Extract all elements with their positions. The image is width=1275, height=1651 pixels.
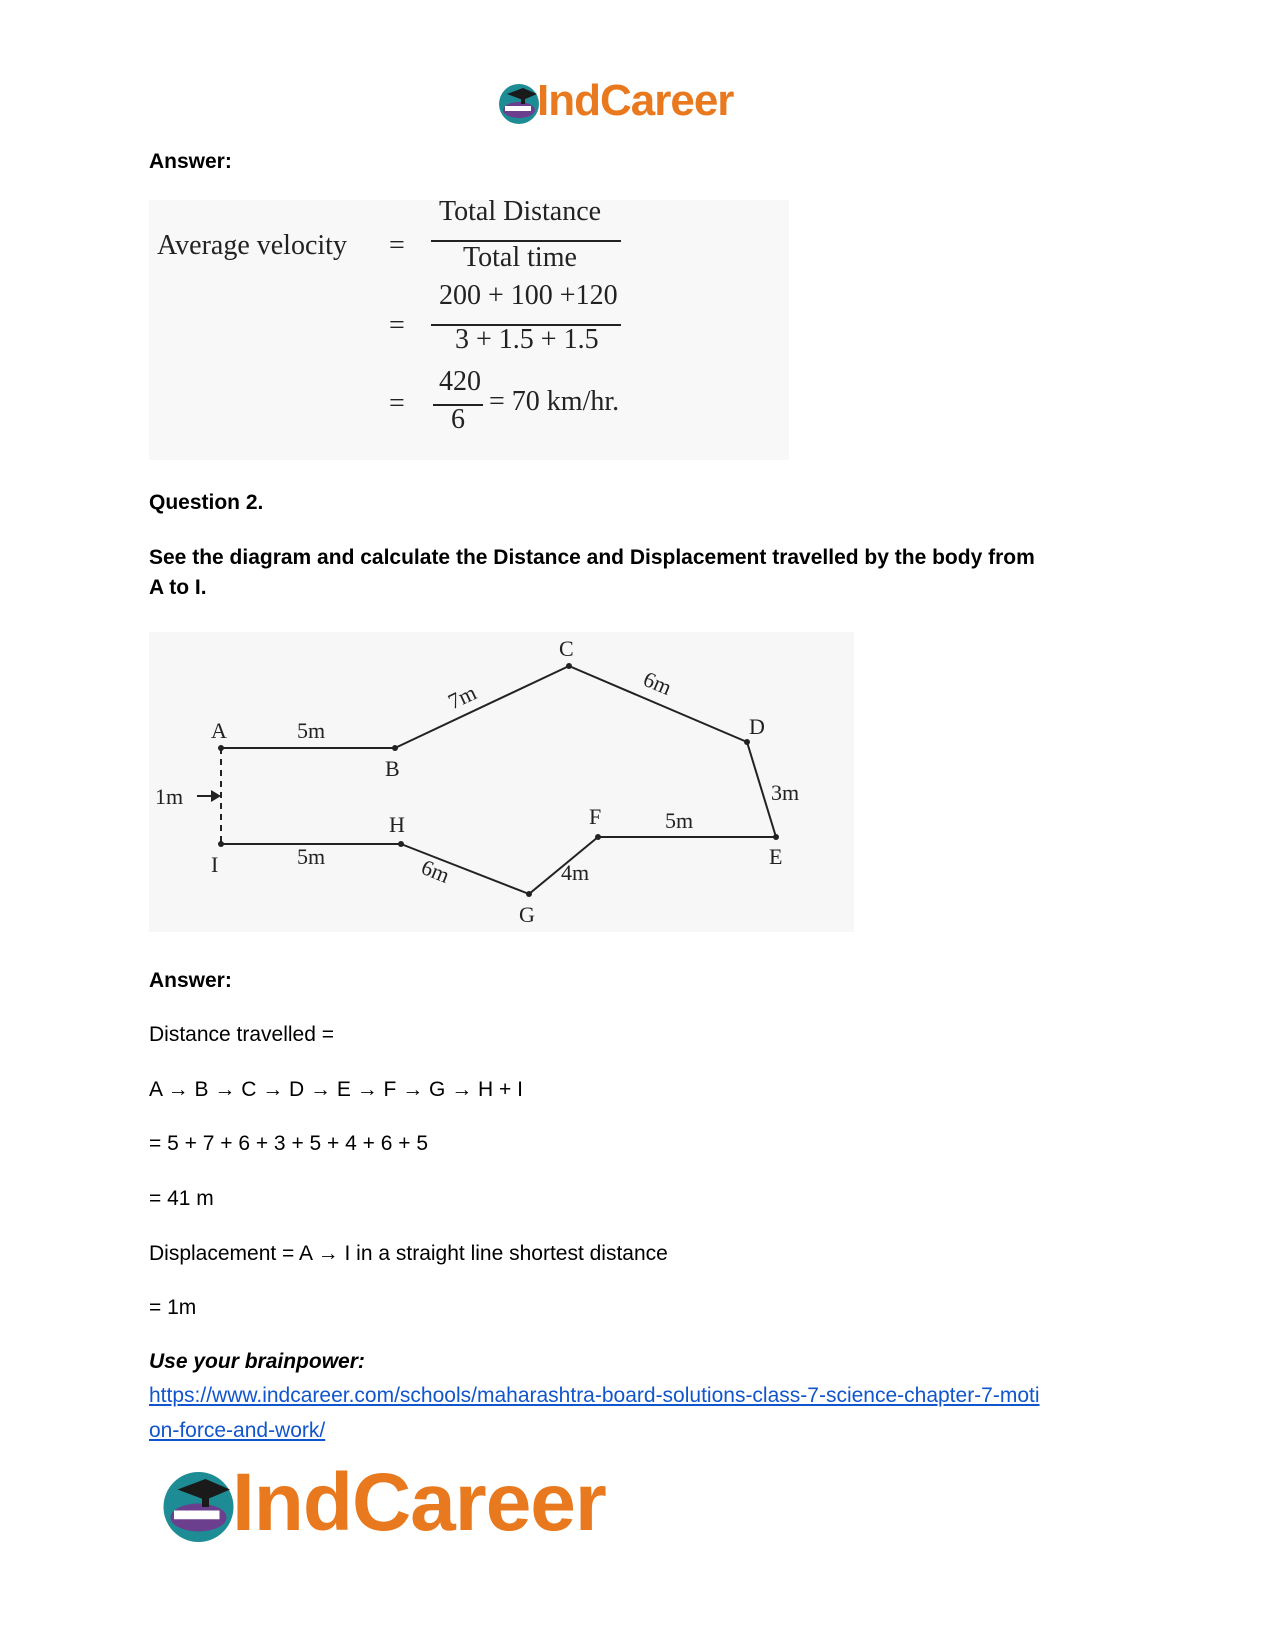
point-a: A xyxy=(211,718,227,743)
formula-den-2: 3 + 1.5 + 1.5 xyxy=(455,324,599,355)
label-ab: 5m xyxy=(297,718,326,743)
point-i: I xyxy=(211,852,219,877)
formula-num-3: 420 xyxy=(439,366,481,397)
question-2-text-1: See the diagram and calculate the Distance and Displacement travelled by the body from xyxy=(149,546,1035,569)
answer-line-4: = 41 m xyxy=(149,1187,214,1210)
point-f: F xyxy=(589,804,602,829)
footer-logo-text: IndCareer xyxy=(232,1457,606,1548)
point-d: D xyxy=(749,714,765,739)
arrow-icon xyxy=(197,790,221,802)
brainpower-heading: Use your brainpower: xyxy=(149,1350,365,1373)
label-fg: 4m xyxy=(561,860,590,885)
question-2-label: Question 2. xyxy=(149,491,264,514)
point-g: G xyxy=(519,902,535,927)
formula-eq-2: = xyxy=(389,310,405,341)
answer-line-6: = 1m xyxy=(149,1296,197,1319)
answer-line-1: Distance travelled = xyxy=(149,1023,335,1046)
average-velocity-formula xyxy=(149,196,789,460)
segment-bc xyxy=(395,666,569,748)
path-diagram-svg xyxy=(149,632,854,932)
label-bc: 7m xyxy=(444,679,481,715)
header-logo-text: IndCareer xyxy=(537,76,734,125)
answer-line-3: = 5 + 7 + 6 + 3 + 5 + 4 + 6 + 5 xyxy=(149,1132,429,1155)
footer-logo xyxy=(160,1457,720,1552)
question-2-text-2: A to I. xyxy=(149,576,207,599)
answer-line-2: A → B → C → D → E → F → G → H + I xyxy=(149,1078,523,1101)
formula-eq-3: = xyxy=(389,388,405,419)
header-logo xyxy=(497,78,777,128)
label-hi: 5m xyxy=(297,844,326,869)
answer-label-2: Answer: xyxy=(149,969,232,992)
path-diagram xyxy=(149,632,854,932)
point-h: H xyxy=(389,812,405,837)
answer-label-1: Answer: xyxy=(149,150,232,173)
formula-num-1: Total Distance xyxy=(439,196,602,227)
formula-eq-1: = xyxy=(389,230,405,261)
label-de: 3m xyxy=(771,780,800,805)
chapter-link-line-1[interactable]: https://www.indcareer.com/schools/maharashtra-board-solutions-class-7-science-chapter-7-moti xyxy=(149,1384,1040,1407)
point-c: C xyxy=(559,636,574,661)
answer-line-5: Displacement = A → I in a straight line shortest distance xyxy=(149,1242,668,1265)
formula-lhs: Average velocity xyxy=(157,230,347,261)
label-ai: 1m xyxy=(155,784,184,809)
point-e: E xyxy=(769,844,783,869)
formula-num-2: 200 + 100 +120 xyxy=(439,280,618,311)
label-ef: 5m xyxy=(665,808,694,833)
formula-result: = 70 km/hr. xyxy=(489,386,620,417)
point-b: B xyxy=(385,756,400,781)
label-gh: 6m xyxy=(417,854,454,888)
formula-den-1: Total time xyxy=(463,242,577,273)
chapter-link-line-2[interactable]: on-force-and-work/ xyxy=(149,1419,326,1442)
formula-den-3: 6 xyxy=(451,404,465,435)
label-cd: 6m xyxy=(639,666,676,701)
